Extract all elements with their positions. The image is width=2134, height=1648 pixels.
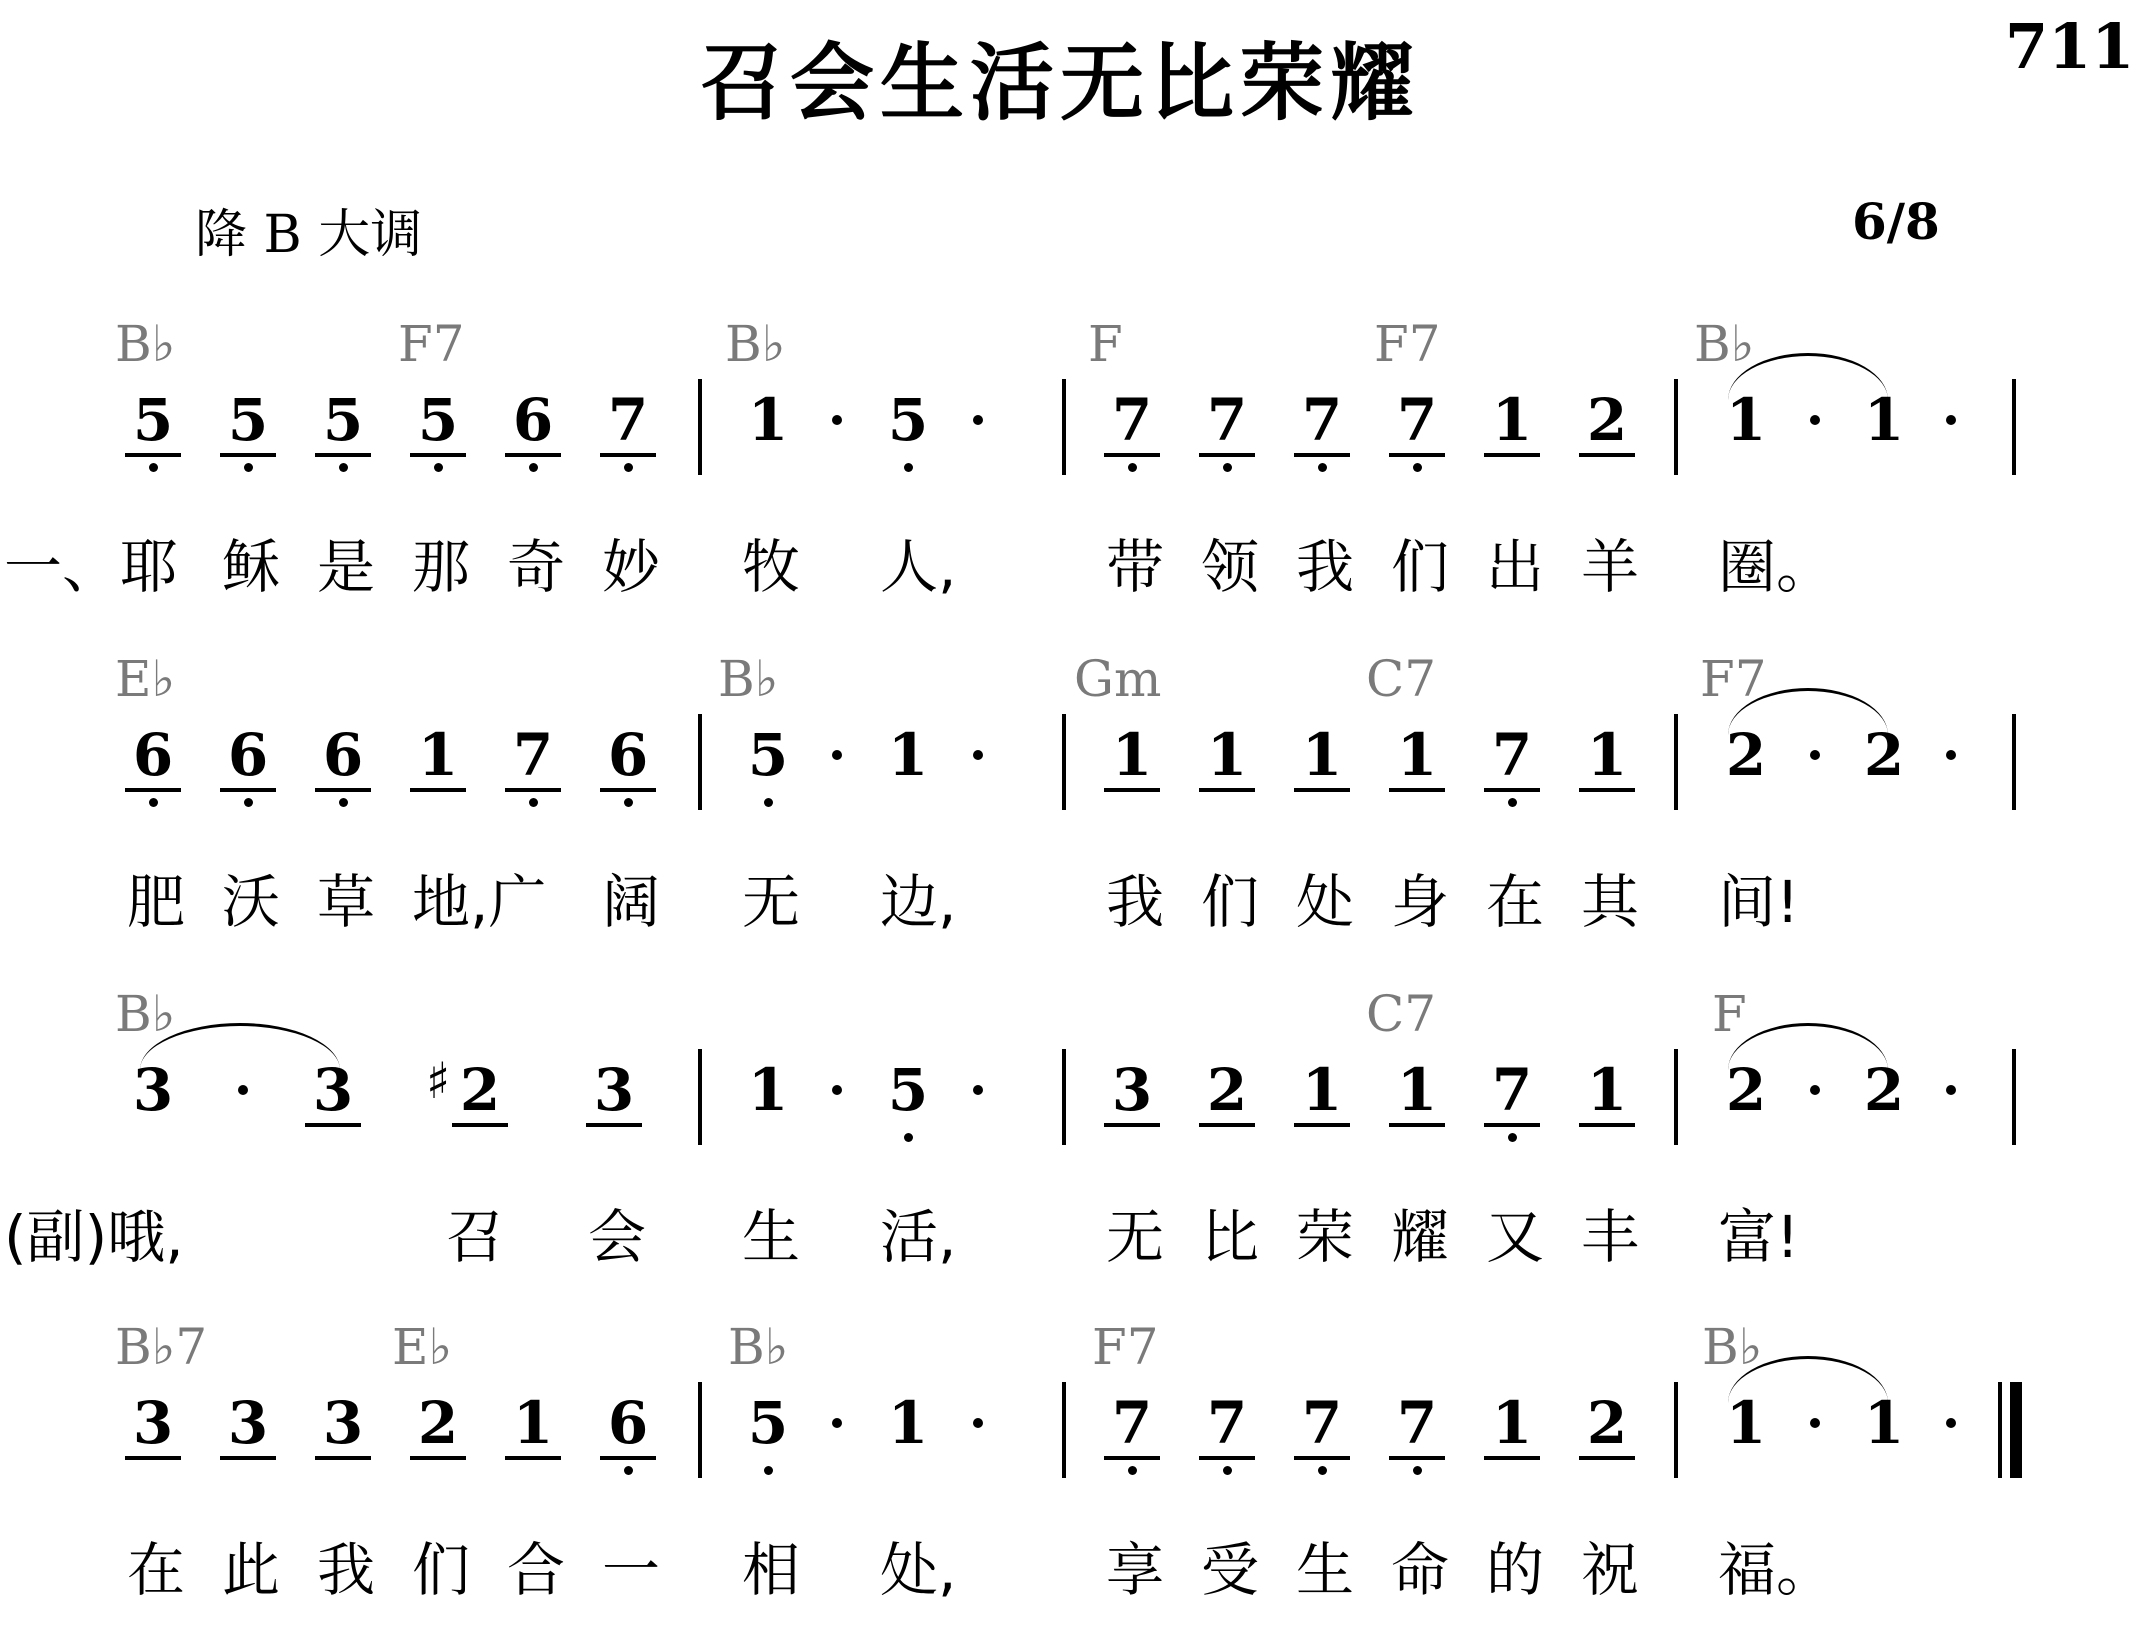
chord-symbol: B♭	[115, 985, 176, 1043]
octave-dot	[149, 463, 158, 472]
jianpu-note: 5	[887, 1056, 929, 1124]
lyric-syllable: 合	[507, 1536, 566, 1604]
lyric-syllable: 此	[222, 1536, 281, 1604]
octave-dot	[624, 798, 633, 807]
barline	[698, 1049, 702, 1145]
jianpu-note: 7	[1294, 1388, 1350, 1460]
octave-dot	[1318, 1466, 1327, 1475]
lyric-syllable: 一、耶	[4, 533, 179, 601]
octave-dot	[339, 798, 348, 807]
jianpu-note: 5	[410, 385, 466, 457]
chord-symbol: Gm	[1074, 650, 1162, 708]
jianpu-note: 6	[125, 720, 181, 792]
octave-dot	[529, 798, 538, 807]
lyric-syllable: 祝	[1581, 1536, 1640, 1604]
duration-dot	[973, 1418, 983, 1428]
lyric-syllable: 们	[1201, 868, 1260, 936]
duration-dot	[238, 1085, 248, 1095]
duration-dot	[973, 415, 983, 425]
jianpu-note: 1	[1104, 720, 1160, 792]
jianpu-note: 1	[887, 1389, 929, 1457]
octave-dot	[1508, 798, 1517, 807]
jianpu-note: 7	[1104, 385, 1160, 457]
duration-dot	[973, 750, 983, 760]
octave-dot	[1413, 463, 1422, 472]
duration-dot	[1810, 1418, 1820, 1428]
jianpu-note: 7	[1199, 1388, 1255, 1460]
octave-dot	[244, 798, 253, 807]
jianpu-note: 1	[747, 386, 789, 454]
octave-dot	[624, 463, 633, 472]
jianpu-note: 5	[887, 386, 929, 454]
jianpu-note: 5	[747, 721, 789, 789]
lyric-syllable: (副)哦,	[4, 1203, 184, 1271]
lyric-syllable: 阔	[602, 868, 661, 936]
octave-dot	[529, 463, 538, 472]
jianpu-note: 3	[315, 1388, 371, 1460]
jianpu-note: 5	[220, 385, 276, 457]
music-system-2	[0, 650, 2121, 980]
lyric-syllable: 富!	[1718, 1203, 1800, 1271]
jianpu-note: 7	[1484, 1055, 1540, 1127]
lyric-syllable: 生	[1296, 1536, 1355, 1604]
jianpu-note: 1	[1199, 720, 1255, 792]
jianpu-note: 7	[1389, 1388, 1445, 1460]
barline	[698, 714, 702, 810]
lyric-syllable: 草	[317, 868, 376, 936]
lyric-syllable: 地,广	[412, 868, 547, 936]
lyric-syllable: 命	[1391, 1536, 1450, 1604]
jianpu-note: 1	[887, 721, 929, 789]
lyric-syllable: 带	[1106, 533, 1165, 601]
octave-dot	[764, 1466, 773, 1475]
lyric-syllable: 我	[317, 1536, 376, 1604]
duration-dot	[1810, 750, 1820, 760]
jianpu-note: 5	[747, 1389, 789, 1457]
lyric-syllable: 其	[1581, 868, 1640, 936]
lyric-syllable: 身	[1391, 868, 1450, 936]
lyric-syllable: 无	[742, 868, 801, 936]
hymn-title: 召会生活无比荣耀	[700, 34, 1421, 132]
octave-dot	[244, 463, 253, 472]
barline	[1674, 1049, 1678, 1145]
chord-symbol: B♭	[718, 650, 779, 708]
octave-dot	[434, 463, 443, 472]
lyric-syllable: 福。	[1718, 1536, 1835, 1604]
lyric-syllable: 奇	[507, 533, 566, 601]
lyric-syllable: 受	[1201, 1536, 1260, 1604]
jianpu-note: 2	[1863, 721, 1905, 789]
jianpu-note: 2	[452, 1055, 508, 1127]
octave-dot	[1318, 463, 1327, 472]
octave-dot	[1223, 463, 1232, 472]
jianpu-note: 7	[1199, 385, 1255, 457]
barline	[1674, 714, 1678, 810]
chord-symbol: B♭	[1702, 1318, 1763, 1376]
lyric-syllable: 们	[412, 1536, 471, 1604]
jianpu-note: 2	[1199, 1055, 1255, 1127]
jianpu-note: 2	[410, 1388, 466, 1460]
jianpu-note: 5	[315, 385, 371, 457]
lyric-syllable: 在	[1486, 868, 1545, 936]
jianpu-note: 5	[125, 385, 181, 457]
barline	[1674, 1382, 1678, 1478]
octave-dot	[624, 1466, 633, 1475]
lyric-syllable: 领	[1201, 533, 1260, 601]
lyric-syllable: 耀	[1391, 1203, 1450, 1271]
hymn-number: 711	[2005, 10, 2134, 83]
music-system-4	[0, 1318, 2121, 1648]
lyric-syllable: 生	[742, 1203, 801, 1271]
lyric-syllable: 边,	[880, 868, 957, 936]
jianpu-note: 3	[586, 1055, 642, 1127]
jianpu-note: 1	[1484, 385, 1540, 457]
jianpu-note: 1	[1725, 386, 1767, 454]
lyric-syllable: 享	[1106, 1536, 1165, 1604]
lyric-syllable: 比	[1201, 1203, 1260, 1271]
jianpu-note: 7	[1294, 385, 1350, 457]
chord-symbol: F7	[1374, 315, 1441, 373]
octave-dot	[1128, 1466, 1137, 1475]
duration-dot	[1946, 415, 1956, 425]
jianpu-note: 6	[600, 720, 656, 792]
octave-dot	[904, 463, 913, 472]
lyric-syllable: 我	[1296, 533, 1355, 601]
lyric-syllable: 出	[1486, 533, 1545, 601]
lyric-syllable: 相	[742, 1536, 801, 1604]
barline	[1062, 1382, 1066, 1478]
chord-symbol: C7	[1366, 650, 1437, 708]
chord-symbol: F	[1088, 315, 1123, 373]
duration-dot	[832, 1085, 842, 1095]
jianpu-note: 3	[125, 1388, 181, 1460]
jianpu-note: 2	[1725, 721, 1767, 789]
duration-dot	[1946, 1085, 1956, 1095]
duration-dot	[1946, 750, 1956, 760]
jianpu-note: 1	[1579, 720, 1635, 792]
lyric-syllable: 我	[1106, 868, 1165, 936]
lyric-syllable: 是	[317, 533, 376, 601]
lyric-syllable: 沃	[222, 868, 281, 936]
jianpu-note: 1	[1725, 1389, 1767, 1457]
lyric-syllable: 肥	[127, 868, 186, 936]
lyric-syllable: 那	[412, 533, 471, 601]
lyric-syllable: 牧	[742, 533, 801, 601]
jianpu-note: 2	[1863, 1056, 1905, 1124]
lyric-syllable: 活,	[880, 1203, 957, 1271]
duration-dot	[832, 750, 842, 760]
lyric-syllable: 又	[1486, 1203, 1545, 1271]
jianpu-note: 7	[1389, 385, 1445, 457]
lyric-syllable: 们	[1391, 533, 1450, 601]
chord-symbol: C7	[1366, 985, 1437, 1043]
octave-dot	[1223, 1466, 1232, 1475]
chord-symbol: E♭	[392, 1318, 453, 1376]
jianpu-note: 6	[600, 1388, 656, 1460]
jianpu-note: 6	[220, 720, 276, 792]
chord-symbol: B♭	[725, 315, 786, 373]
jianpu-note: 1	[1389, 720, 1445, 792]
music-system-3	[0, 985, 2121, 1315]
jianpu-note: 1	[1484, 1388, 1540, 1460]
barline	[2012, 1049, 2016, 1145]
octave-dot	[764, 798, 773, 807]
barline	[1062, 714, 1066, 810]
octave-dot	[904, 1133, 913, 1142]
jianpu-note: 1	[1579, 1055, 1635, 1127]
jianpu-note: 1	[1863, 386, 1905, 454]
duration-dot	[1946, 1418, 1956, 1428]
sharp-accidental: ♯	[426, 1051, 451, 1110]
chord-symbol: E♭	[115, 650, 176, 708]
jianpu-note: 6	[505, 385, 561, 457]
jianpu-note: 1	[505, 1388, 561, 1460]
jianpu-note: 3	[220, 1388, 276, 1460]
jianpu-note: 1	[410, 720, 466, 792]
octave-dot	[1128, 463, 1137, 472]
jianpu-note: 1	[1294, 720, 1350, 792]
duration-dot	[973, 1085, 983, 1095]
lyric-syllable: 无	[1106, 1203, 1165, 1271]
jianpu-note: 7	[600, 385, 656, 457]
lyric-syllable: 会	[588, 1203, 647, 1271]
duration-dot	[832, 1418, 842, 1428]
octave-dot	[1413, 1466, 1422, 1475]
duration-dot	[1810, 1085, 1820, 1095]
jianpu-note: 7	[1484, 720, 1540, 792]
chord-symbol: B♭	[115, 315, 176, 373]
octave-dot	[1508, 1133, 1517, 1142]
octave-dot	[339, 463, 348, 472]
barline	[698, 379, 702, 475]
chord-symbol: F7	[398, 315, 465, 373]
jianpu-note: 2	[1579, 1388, 1635, 1460]
lyric-syllable: 圈。	[1718, 533, 1835, 601]
duration-dot	[832, 415, 842, 425]
lyric-syllable: 稣	[222, 533, 281, 601]
jianpu-note: 1	[1389, 1055, 1445, 1127]
lyric-syllable: 的	[1486, 1536, 1545, 1604]
chord-symbol: F7	[1700, 650, 1767, 708]
lyric-syllable: 羊	[1581, 533, 1640, 601]
chord-symbol: B♭7	[115, 1318, 208, 1376]
time-signature: 6/8	[1852, 192, 1940, 251]
barline	[2012, 714, 2016, 810]
barline	[1062, 1049, 1066, 1145]
lyric-syllable: 处	[1296, 868, 1355, 936]
lyric-syllable: 丰	[1581, 1203, 1640, 1271]
octave-dot	[149, 798, 158, 807]
music-system-1	[0, 315, 2121, 645]
chord-symbol: F	[1712, 985, 1747, 1043]
final-barline-thin	[1998, 1382, 2002, 1478]
barline	[2012, 379, 2016, 475]
jianpu-note: 3	[132, 1056, 174, 1124]
lyric-syllable: 间!	[1718, 868, 1800, 936]
jianpu-note: 3	[1104, 1055, 1160, 1127]
chord-symbol: B♭	[728, 1318, 789, 1376]
barline	[1674, 379, 1678, 475]
chord-symbol: B♭	[1694, 315, 1755, 373]
chord-symbol: F7	[1092, 1318, 1159, 1376]
jianpu-note: 2	[1579, 385, 1635, 457]
barline	[1062, 379, 1066, 475]
jianpu-note: 1	[1863, 1389, 1905, 1457]
jianpu-note: 3	[305, 1055, 361, 1127]
jianpu-note: 1	[1294, 1055, 1350, 1127]
jianpu-note: 2	[1725, 1056, 1767, 1124]
lyric-syllable: 人,	[880, 533, 957, 601]
key-signature: 降 B 大调	[195, 205, 423, 265]
lyric-syllable: 荣	[1296, 1203, 1355, 1271]
lyric-syllable: 召	[446, 1203, 505, 1271]
jianpu-note: 1	[747, 1056, 789, 1124]
lyric-syllable: 妙	[602, 533, 661, 601]
jianpu-note: 7	[505, 720, 561, 792]
lyric-syllable: 在	[127, 1536, 186, 1604]
lyric-syllable: 处,	[880, 1536, 957, 1604]
jianpu-note: 6	[315, 720, 371, 792]
jianpu-note: 7	[1104, 1388, 1160, 1460]
duration-dot	[1810, 415, 1820, 425]
barline	[698, 1382, 702, 1478]
lyric-syllable: 一	[602, 1536, 661, 1604]
final-barline-thick	[2010, 1382, 2022, 1478]
